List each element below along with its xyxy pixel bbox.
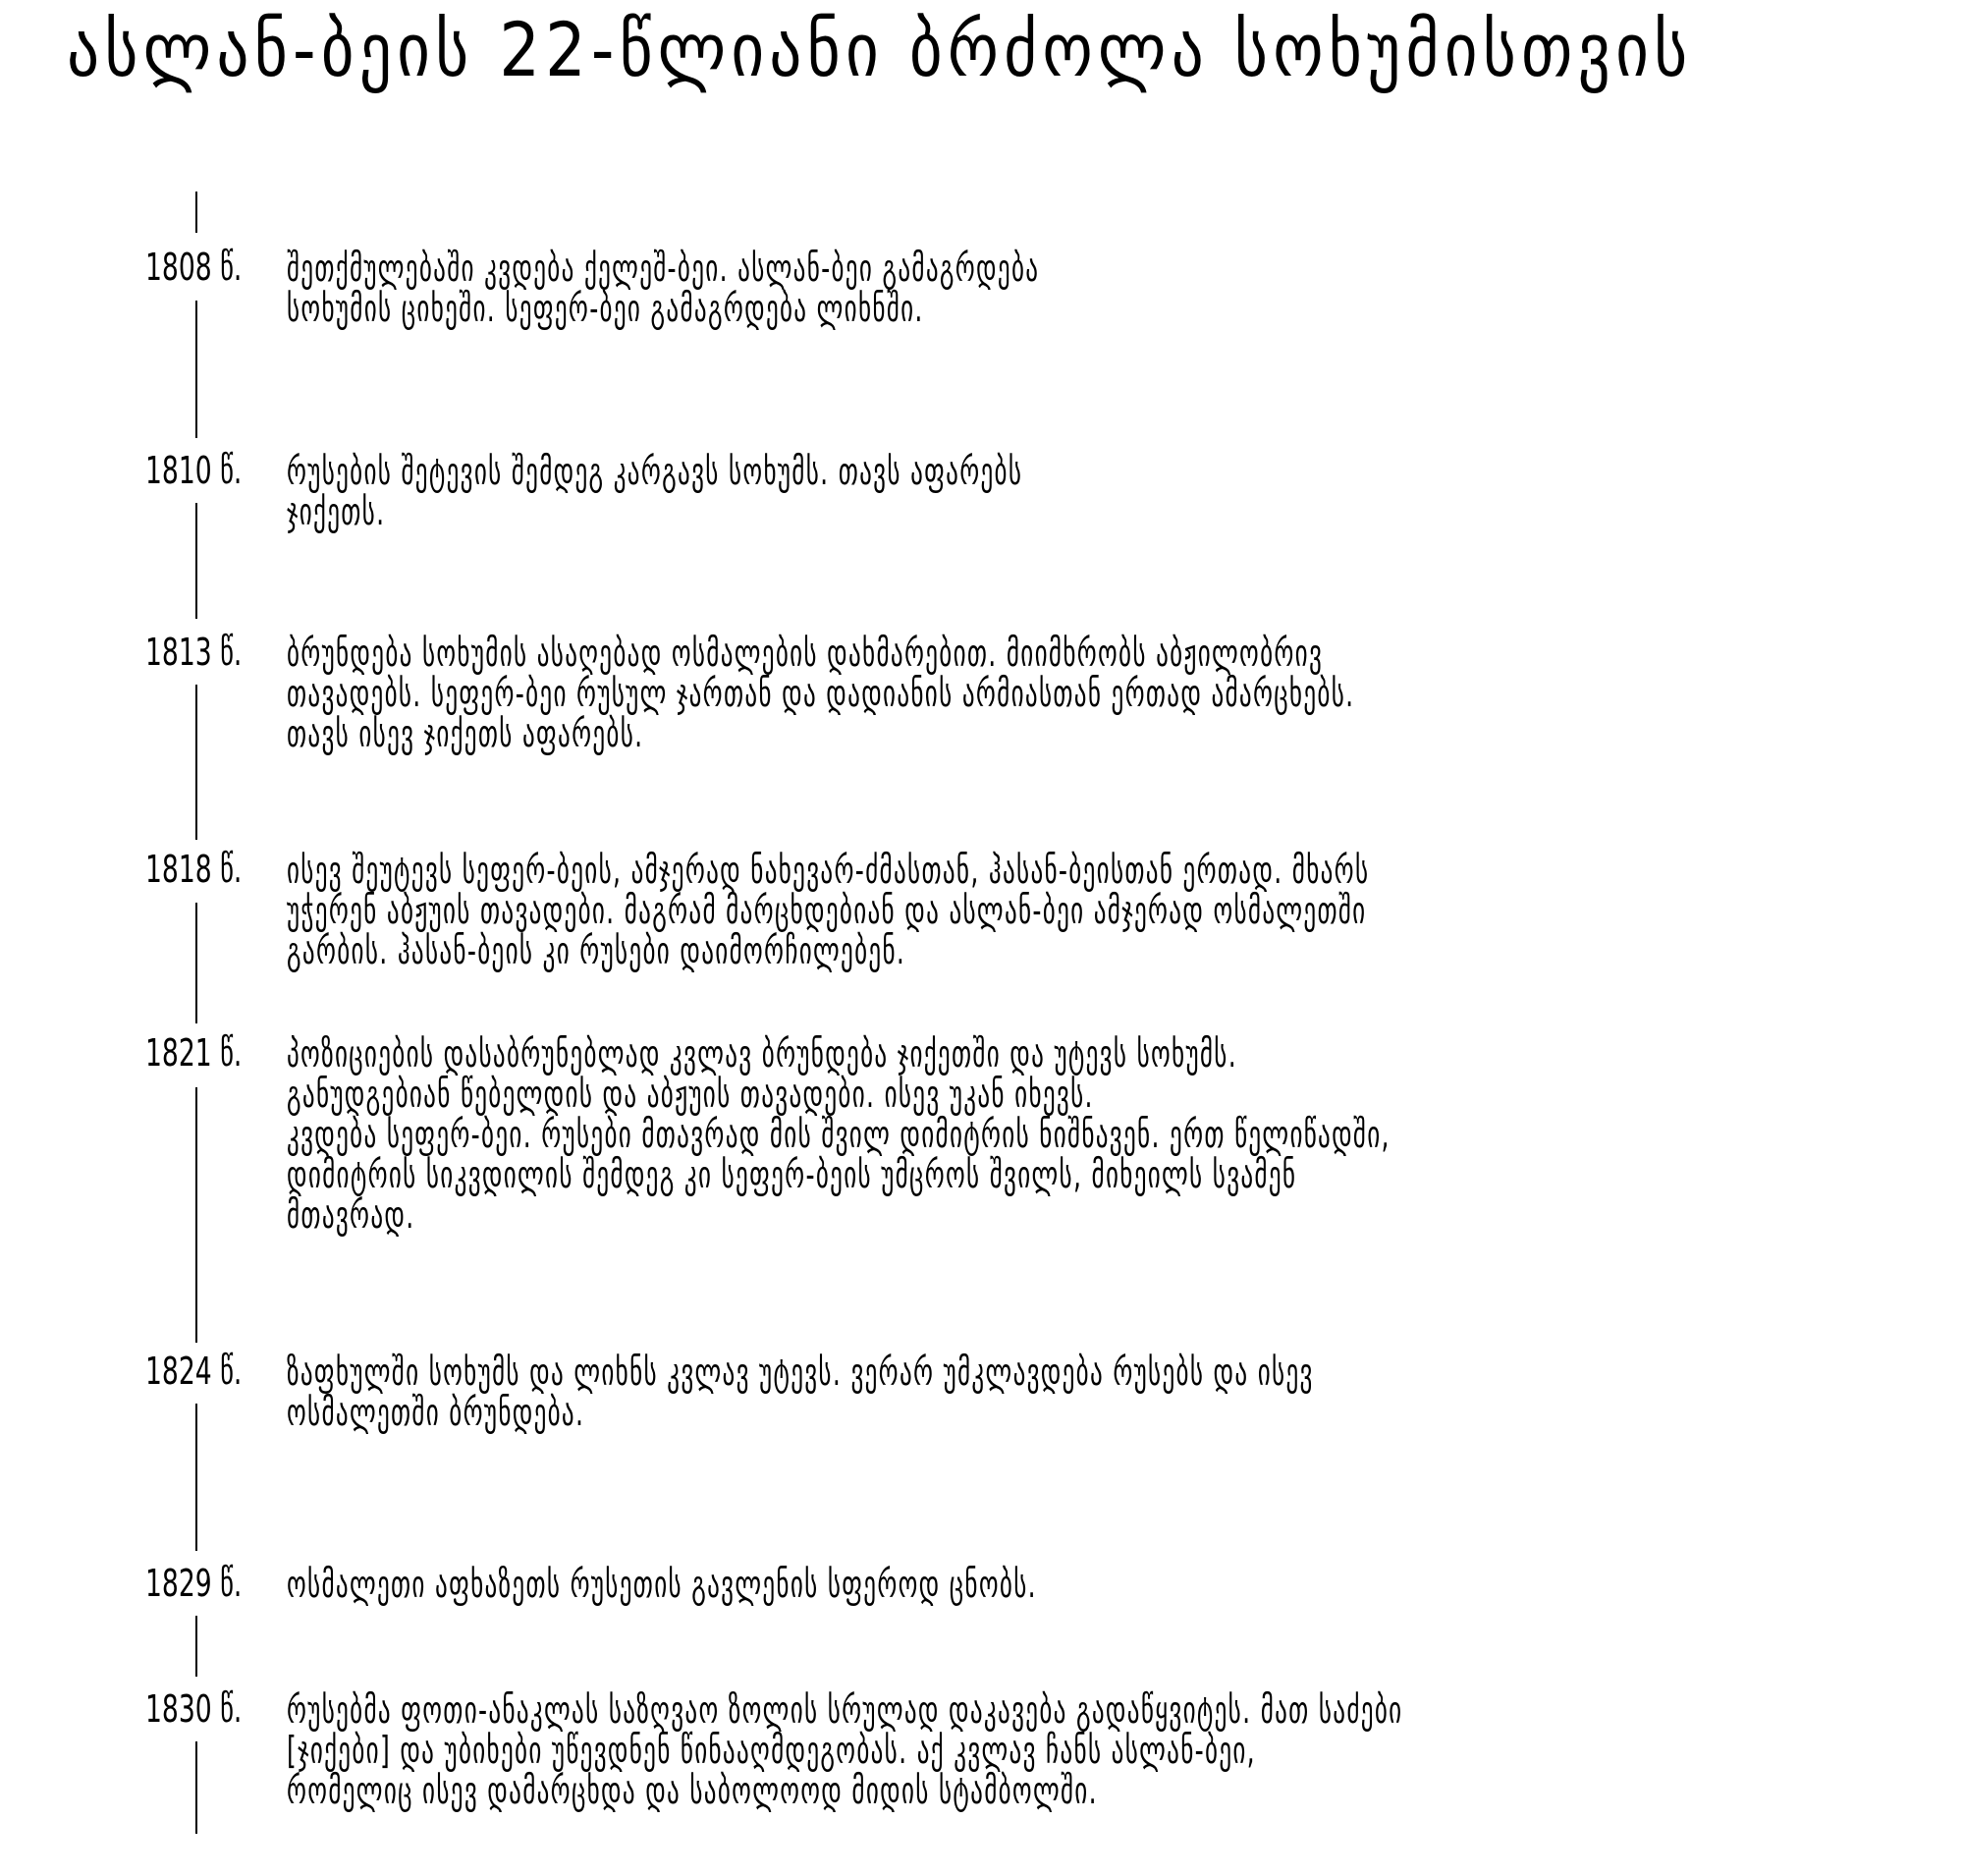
timeline-line bbox=[195, 1087, 197, 1343]
timeline-line bbox=[195, 1404, 197, 1551]
entry-line: რომელიც ისევ დამარცხდა და საბოლოოდ მიდის სტამბოლში. bbox=[287, 1769, 1098, 1812]
entry-line: ოსმალეთი აფხაზეთს რუსეთის გავლენის სფეროდ ცნობს. bbox=[287, 1563, 1037, 1606]
timeline-line bbox=[195, 503, 197, 619]
entry-line: მთავრად. bbox=[287, 1193, 415, 1237]
page-title: ასლან-ბეის 22-წლიანი ბრძოლა სოხუმისთვის bbox=[67, 6, 1693, 93]
timeline-line bbox=[195, 1616, 197, 1677]
timeline-line bbox=[195, 301, 197, 438]
entry-year: 1824 წ. bbox=[145, 1350, 243, 1393]
timeline-line bbox=[195, 192, 197, 233]
entry-year: 1830 წ. bbox=[145, 1687, 243, 1731]
entry-year: 1818 წ. bbox=[145, 848, 243, 891]
entry-text bbox=[287, 1690, 1402, 1811]
entry-line: ოსმალეთში ბრუნდება. bbox=[287, 1391, 585, 1434]
entry-line: ბრუნდება სოხუმის ასაღებად ოსმალების დახმარებით. მიიმხრობს აბჟილობრივ bbox=[287, 632, 1324, 675]
entry-line: სოხუმის ციხეში. სეფერ-ბეი გამაგრდება ლიხნში. bbox=[287, 287, 924, 330]
entry-text bbox=[287, 1034, 1391, 1236]
entry-line: კვდება სეფერ-ბეი. რუსები მთავრად მის შვილ დიმიტრის ნიშნავენ. ერთ წელიწადში, bbox=[287, 1113, 1391, 1156]
entry-year: 1813 წ. bbox=[145, 631, 243, 674]
timeline-line bbox=[195, 1741, 197, 1834]
entry-line: ზაფხულში სოხუმს და ლიხნს კვლავ უტევს. ვერარ უმკლავდება რუსებს და ისევ bbox=[287, 1351, 1314, 1394]
entry-line: თავადებს. სეფერ-ბეი რუსულ ჯართან და დადიანის არმიასთან ერთად ამარცხებს. bbox=[287, 672, 1355, 715]
entry-text bbox=[287, 634, 1354, 754]
entry-line: პოზიციების დასაბრუნებლად კვლავ ბრუნდება ჯიქეთში და უტევს სოხუმს. bbox=[287, 1032, 1238, 1076]
entry-text bbox=[287, 452, 1022, 532]
entry-year: 1829 წ. bbox=[145, 1562, 243, 1605]
timeline-line bbox=[195, 903, 197, 1023]
entry-text bbox=[287, 1565, 1037, 1605]
entry-year: 1808 წ. bbox=[145, 246, 243, 289]
entry-line: განუდგებიან წებელდის და აბჟუის თავადები. ისევ უკან იხევს. bbox=[287, 1073, 1094, 1116]
entry-line: რუსებმა ფოთი-ანაკლას საზღვაო ზოლის სრულად დაკავება გადაწყვიტეს. მათ საძები bbox=[287, 1688, 1403, 1732]
entry-text bbox=[287, 1352, 1314, 1433]
entry-year: 1810 წ. bbox=[145, 449, 243, 492]
entry-line: გარბის. ჰასან-ბეის კი რუსები დაიმორჩილებენ. bbox=[287, 929, 906, 972]
entry-line: ისევ შეუტევს სეფერ-ბეის, ამჯერად ნახევარ-ძმასთან, ჰასან-ბეისთან ერთად. მხარს bbox=[287, 849, 1370, 892]
entry-line: უჭერენ აბჟუის თავადები. მაგრამ მარცხდებიან და ასლან-ბეი ამჯერად ოსმალეთში bbox=[287, 889, 1367, 932]
entry-text bbox=[287, 851, 1369, 971]
entry-line: შეთქმულებაში კვდება ქელეშ-ბეი. ასლან-ბეი გამაგრდება bbox=[287, 247, 1040, 290]
entry-year: 1821 წ. bbox=[145, 1031, 243, 1075]
entry-line: რუსების შეტევის შემდეგ კარგავს სოხუმს. თავს აფარებს bbox=[287, 450, 1023, 493]
entry-line: დიმიტრის სიკვდილის შემდეგ კი სეფერ-ბეის უმცროს შვილს, მიხეილს სვამენ bbox=[287, 1153, 1297, 1196]
entry-line: ჯიქეთს. bbox=[287, 490, 386, 533]
entry-line: [ჯიქები] და უბიხები უწევდნენ წინააღმდეგობას. აქ კვლავ ჩანს ასლან-ბეი, bbox=[287, 1729, 1256, 1772]
entry-line: თავს ისევ ჯიქეთს აფარებს. bbox=[287, 712, 644, 755]
timeline-line bbox=[195, 685, 197, 840]
entry-text bbox=[287, 248, 1039, 329]
